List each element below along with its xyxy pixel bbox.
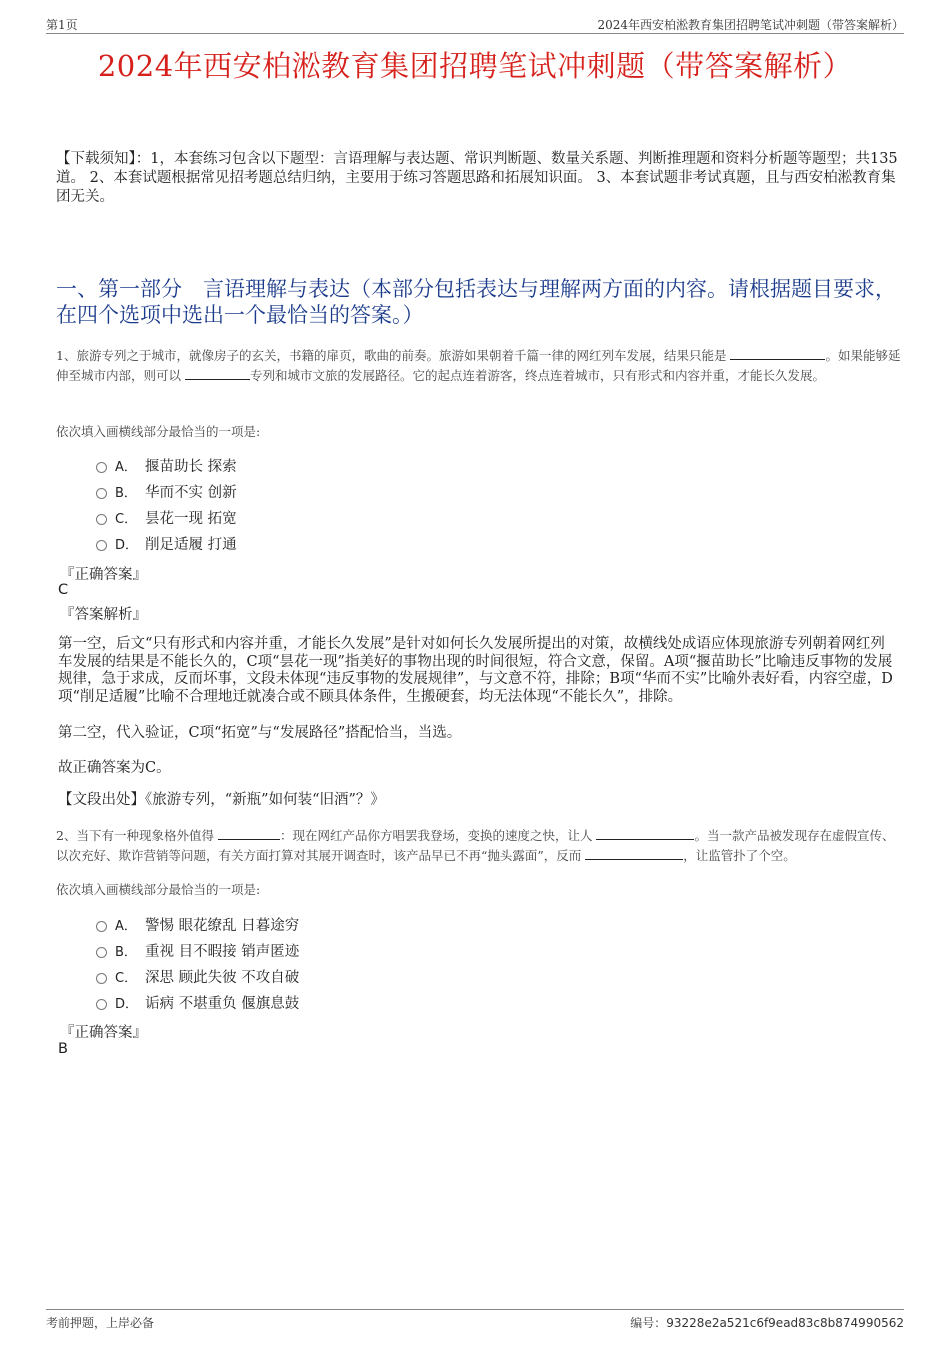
question-2-text-part-1: 2、当下有一种现象格外值得: [56, 828, 214, 843]
footer-slogan: 考前押题，上岸必备: [46, 1316, 155, 1330]
option-text: 重视 目不暇接 销声匿迹: [145, 943, 300, 960]
document-code: [630, 1314, 904, 1331]
question-1-option-a[interactable]: [96, 455, 237, 475]
option-letter: B．: [115, 485, 137, 501]
question-1-text-part-3: 专列和城市文旅的发展路径。它的起点连着游客，终点连着城市，只有形式和内容并重，才能长久发展。: [250, 368, 826, 383]
question-1-instruction: 依次填入画横线部分最恰当的一项是:: [56, 424, 261, 439]
radio-button[interactable]: [96, 973, 107, 984]
option-text: 华而不实 创新: [145, 484, 237, 501]
question-1-text-part-1: 1、旅游专列之于城市，就像房子的玄关，书籍的扉页，歌曲的前奏。旅游如果朝着千篇一律的网红列车发展，结果只能是: [56, 348, 727, 363]
question-2-instruction: 依次填入画横线部分最恰当的一项是:: [56, 882, 261, 897]
option-text: 昙花一现 拓宽: [145, 510, 237, 527]
question-2-option-d[interactable]: [96, 992, 299, 1012]
question-2-text-part-3: 。当一款产品被发现存在虚假宣传、以次充好、欺诈营销等问题，有关方面打算对其展开调查时，该产品早已不再“抛头露面”，反而: [56, 828, 895, 863]
correct-answer-label: 『正确答案』: [60, 1025, 147, 1041]
correct-answer: C: [58, 582, 69, 598]
option-text: 揠苗助长 探索: [145, 458, 237, 475]
answer-analysis-label: 『答案解析』: [60, 607, 147, 623]
option-text: 深思 顾此失彼 不攻自破: [145, 969, 300, 986]
footer-divider: [46, 1309, 904, 1310]
question-2-option-b[interactable]: [96, 940, 299, 960]
radio-button[interactable]: [96, 921, 107, 932]
answer-blank: [218, 827, 280, 840]
answer-blank: [585, 847, 683, 860]
radio-button[interactable]: [96, 462, 107, 473]
analysis-paragraph-2: 第二空，代入验证，C项“拓宽”与“发展路径”搭配恰当，当选。: [58, 725, 462, 741]
header-doc-title: 2024年西安柏淞教育集团招聘笔试冲刺题（带答案解析）: [597, 18, 904, 32]
option-text: 诟病 不堪重负 偃旗息鼓: [145, 995, 300, 1012]
radio-button[interactable]: [96, 540, 107, 551]
correct-answer: B: [58, 1041, 68, 1057]
question-2-text-part-2: ：现在网红产品你方唱罢我登场，变换的速度之快，让人: [279, 828, 593, 843]
page-number: 第1页: [46, 18, 78, 32]
radio-button[interactable]: [96, 947, 107, 958]
question-1-option-d[interactable]: [96, 533, 237, 553]
analysis-paragraph-1: 第一空，后文“只有形式和内容并重，才能长久发展”是针对如何长久发展所提出的对策，故横线处成语应体现旅游专列朝着网红列车发展的结果是不能长久的，C项“昙花一现”指美好的事物出现的时间很短，符合文意，保留。A项“揠苗助长”比喻违反事物的发展规律，急于求成，反而坏事，文段未体现“违反事物的发展规律”，与文意不符，排除；B项“华而不实”比喻外表好看，内容空虚，D项“削足适履”比喻不合理地迁就凑合或不顾具体条件，生搬硬套，均无法体现“不能长久”，排除。: [58, 636, 893, 705]
option-letter: C．: [115, 511, 138, 527]
answer-blank: [185, 367, 250, 380]
radio-button[interactable]: [96, 488, 107, 499]
answer-blank: [596, 827, 694, 840]
option-letter: A．: [115, 918, 137, 934]
section-heading: 一、第一部分 言语理解与表达（本部分包括表达与理解两方面的内容。请根据题目要求，在四个选项中选出一个最恰当的答案。）: [56, 277, 896, 327]
option-letter: B．: [115, 944, 137, 960]
page-title: 2024年西安柏淞教育集团招聘笔试冲刺题（带答案解析）: [97, 49, 853, 83]
answer-blank: [730, 347, 825, 360]
text-source: 【文段出处】《旅游专列，“新瓶”如何装“旧酒”？》: [58, 792, 385, 808]
analysis-paragraph-3: 故正确答案为C。: [58, 760, 171, 776]
option-text: 警惕 眼花缭乱 日暮途穷: [145, 917, 300, 934]
question-2-option-a[interactable]: [96, 914, 299, 934]
question-2-text-part-4: ，让监管扑了个空。: [683, 848, 796, 863]
document-code-value: 93228e2a521c6f9ead83c8b874990562: [666, 1316, 904, 1330]
document-code-label: 编号：: [630, 1316, 667, 1330]
question-1-option-b[interactable]: [96, 481, 237, 501]
radio-button[interactable]: [96, 999, 107, 1010]
correct-answer-label: 『正确答案』: [60, 567, 147, 583]
option-letter: C．: [115, 970, 138, 986]
option-letter: D．: [115, 996, 139, 1012]
radio-button[interactable]: [96, 514, 107, 525]
question-2-option-c[interactable]: [96, 966, 299, 986]
header-divider: [46, 33, 904, 34]
option-letter: D．: [115, 537, 139, 553]
option-letter: A．: [115, 459, 137, 475]
question-2-stem: [56, 826, 901, 866]
download-notice: 【下载须知】：1，本套练习包含以下题型：言语理解与表达题、常识判断题、数量关系题、判断推理题和资料分析题等题型；共135道。 2、本套试题根据常见招考题总结归纳，主要用于练习答题思路和拓展知识面。 3、本套试题非考试真题，且与西安柏淞教育集团无关。: [56, 151, 898, 205]
question-1-stem: [56, 346, 901, 386]
question-1-text-part-2: 。如果能够延伸至城市内部，则可以: [56, 348, 901, 383]
question-1-option-c[interactable]: [96, 507, 237, 527]
option-text: 削足适履 打通: [145, 536, 237, 553]
